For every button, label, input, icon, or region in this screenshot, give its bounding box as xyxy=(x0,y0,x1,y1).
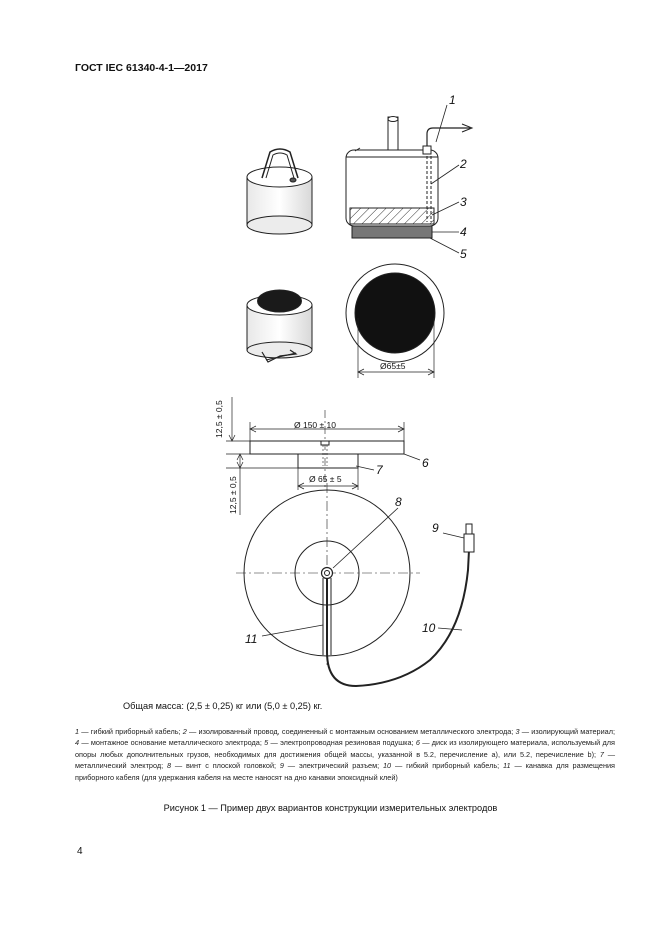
callout-2: 2 xyxy=(460,157,467,171)
legend-num-4: 4 xyxy=(75,738,80,748)
document-header: ГОСТ IEC 61340-4-1—2017 xyxy=(75,62,208,74)
legend-text-2: — изолированный провод, соединенный с монтажным основанием металлического электрода; xyxy=(186,727,516,736)
total-mass-note: Общая масса: (2,5 ± 0,25) кг или (5,0 ± 0,25) кг. xyxy=(123,701,323,711)
page-number: 4 xyxy=(77,846,83,857)
legend-num-10: 10 xyxy=(383,761,392,771)
legend-num-7: 7 xyxy=(599,749,604,759)
callout-3: 3 xyxy=(460,195,467,209)
dim-height-1: 12,5 ± 0,5 xyxy=(214,400,224,438)
dim-height-2: 12,5 ± 0,5 xyxy=(228,476,238,514)
legend-text-4: — монтажное основание металлического электрода; xyxy=(79,738,265,748)
electrode-section-view xyxy=(346,117,472,239)
callout-4: 4 xyxy=(460,225,467,239)
legend-num-9: 9 xyxy=(279,761,284,771)
callout-1: 1 xyxy=(449,93,456,107)
legend-num-8: 8 xyxy=(167,761,172,771)
legend-num-11: 11 xyxy=(503,761,511,771)
legend-text-3: — изолирующий материал; xyxy=(519,727,616,736)
callout-7: 7 xyxy=(376,463,383,477)
legend-text-7: — металлический электрод; xyxy=(75,749,615,771)
dim-d65-bottom: Ø 65 ± 5 xyxy=(309,474,342,484)
dim-d65-top: Ø65±5 xyxy=(380,361,406,371)
callout-6: 6 xyxy=(422,456,429,470)
callout-9: 9 xyxy=(432,521,439,535)
disk-plan-view xyxy=(236,483,474,686)
electrode-3d-view-bottom xyxy=(247,290,312,362)
legend-num-6: 6 xyxy=(415,738,420,748)
legend-text-6: — диск из изолирующего материала, используемый для опоры любых дополнительных грузов, необходимых для достижения общей массы, указанной в 5.2, перечисление a), или 5.2, перечисление b); xyxy=(75,738,615,759)
legend-text-1: — гибкий приборный кабель; xyxy=(79,727,183,736)
legend-text-5: — электропроводная резиновая подушка; xyxy=(268,738,416,748)
callout-8: 8 xyxy=(395,495,402,509)
legend-text-10: — гибкий приборный кабель; xyxy=(391,761,504,771)
legend-text-11: — канавка для размещения приборного кабеля (для удержания кабеля на месте наносят на дно канавки эпоксидный клей) xyxy=(75,761,616,782)
legend-text-8: — винт с плоской головкой; xyxy=(171,761,280,771)
dim-d150: Ø 150 ± 10 xyxy=(294,420,336,430)
legend-num-5: 5 xyxy=(264,738,269,748)
legend-num-1: 1 xyxy=(75,727,80,736)
callout-10: 10 xyxy=(422,621,436,635)
callout-11: 11 xyxy=(245,632,258,646)
electrode-3d-view-top xyxy=(247,149,312,234)
callout-5: 5 xyxy=(460,247,467,261)
figure-legend xyxy=(75,726,615,783)
legend-text-9: — электрический разъем; xyxy=(283,761,383,771)
legend-num-2: 2 xyxy=(182,727,187,736)
legend-num-3: 3 xyxy=(515,727,520,736)
figure-caption: Рисунок 1 — Пример двух вариантов конструкции измерительных электродов xyxy=(163,803,498,813)
